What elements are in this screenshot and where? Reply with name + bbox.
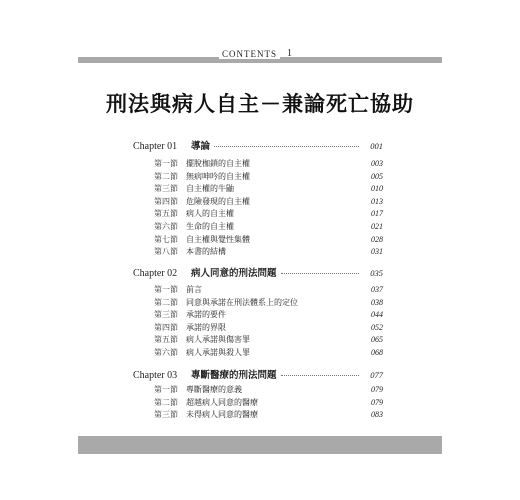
section-title: 生命的自主權 bbox=[186, 222, 234, 231]
section-page: 068 bbox=[371, 348, 383, 357]
section-number: 第七節 bbox=[154, 234, 178, 244]
section-page: 037 bbox=[371, 285, 383, 294]
section-title: 同意與承諾在刑法體系上的定位 bbox=[186, 297, 298, 307]
section-title: 病人承諾與傷害罪 bbox=[186, 335, 250, 345]
section-number: 第二節 bbox=[154, 297, 178, 307]
section-row[interactable] bbox=[154, 309, 383, 321]
section-row[interactable] bbox=[154, 397, 383, 409]
chapter-title: 導論 bbox=[191, 141, 211, 152]
chapter-page: 077 bbox=[370, 370, 383, 380]
section-title: 專斷醫療的意義 bbox=[186, 385, 242, 394]
section-number: 第六節 bbox=[154, 348, 178, 357]
section-title: 承諾的要件 bbox=[186, 310, 226, 320]
section-page: 079 bbox=[371, 397, 383, 407]
section-page: 005 bbox=[371, 171, 383, 181]
section-title: 前言 bbox=[186, 285, 202, 294]
chapter-row[interactable] bbox=[133, 138, 383, 154]
section-title: 超越病人同意的醫療 bbox=[186, 397, 258, 407]
section-number: 第一節 bbox=[154, 285, 178, 294]
section-title: 病人的自主權 bbox=[186, 209, 234, 219]
section-page: 044 bbox=[371, 310, 383, 320]
section-number: 第一節 bbox=[154, 385, 178, 394]
section-page: 017 bbox=[371, 209, 383, 219]
chapter-number: Chapter 02 bbox=[133, 268, 178, 279]
section-title: 自主權的牛鼬 bbox=[186, 184, 234, 194]
section-page: 013 bbox=[371, 196, 383, 206]
section-number: 第二節 bbox=[154, 171, 178, 181]
section-number: 第三節 bbox=[154, 410, 178, 420]
section-number: 第三節 bbox=[154, 310, 178, 320]
section-title: 病人承諾與殺人罪 bbox=[186, 348, 250, 357]
chapter-title: 病人同意的刑法問題 bbox=[191, 268, 277, 279]
chapter-page: 001 bbox=[370, 141, 383, 151]
section-number: 第四節 bbox=[154, 322, 178, 332]
section-number: 第二節 bbox=[154, 397, 178, 407]
section-row[interactable] bbox=[154, 409, 383, 421]
contents-label: CONTENTS bbox=[219, 49, 280, 59]
section-title: 無病呻吟的自主權 bbox=[186, 171, 250, 181]
section-row[interactable] bbox=[154, 284, 383, 296]
section-page: 079 bbox=[371, 385, 383, 394]
section-number: 第八節 bbox=[154, 247, 178, 257]
section-row[interactable] bbox=[154, 384, 383, 396]
section-page: 052 bbox=[371, 322, 383, 332]
chapter-number: Chapter 01 bbox=[133, 141, 178, 152]
section-number: 第五節 bbox=[154, 335, 178, 345]
chapter-number: Chapter 03 bbox=[133, 370, 178, 381]
section-title: 危險發現的自主權 bbox=[186, 196, 250, 206]
section-row[interactable] bbox=[154, 334, 383, 346]
section-row[interactable] bbox=[154, 158, 383, 170]
section-row[interactable] bbox=[154, 183, 383, 195]
section-row[interactable] bbox=[154, 347, 383, 359]
section-page: 038 bbox=[371, 297, 383, 307]
dot-leader bbox=[281, 375, 359, 376]
section-number: 第五節 bbox=[154, 209, 178, 219]
section-title: 本書的結構 bbox=[186, 247, 226, 257]
dot-leader bbox=[281, 273, 359, 274]
section-number: 第四節 bbox=[154, 196, 178, 206]
section-page: 031 bbox=[371, 247, 383, 257]
section-row[interactable] bbox=[154, 171, 383, 183]
section-page: 028 bbox=[371, 234, 383, 244]
page-number: 1 bbox=[287, 48, 292, 59]
section-title: 自主權與覺性集體 bbox=[186, 234, 250, 244]
section-row[interactable] bbox=[154, 221, 383, 233]
section-page: 003 bbox=[371, 159, 383, 168]
section-title: 擺脫枷鎖的自主權 bbox=[186, 159, 250, 168]
book-title: 刑法與病人自主－兼論死亡協助 bbox=[106, 91, 414, 116]
chapter-title: 專斷醫療的刑法問題 bbox=[191, 370, 277, 381]
section-page: 010 bbox=[371, 184, 383, 194]
chapter-row[interactable] bbox=[133, 265, 383, 281]
footer-bar bbox=[78, 436, 442, 454]
section-number: 第六節 bbox=[154, 222, 178, 231]
section-title: 未得病人同意的醫療 bbox=[186, 410, 258, 420]
chapter-row[interactable] bbox=[133, 367, 383, 383]
section-page: 083 bbox=[371, 410, 383, 420]
section-number: 第三節 bbox=[154, 184, 178, 194]
section-row[interactable] bbox=[154, 322, 383, 334]
section-row[interactable] bbox=[154, 297, 383, 309]
section-row[interactable] bbox=[154, 234, 383, 246]
section-page: 021 bbox=[371, 222, 383, 231]
chapter-page: 035 bbox=[370, 268, 383, 278]
section-page: 065 bbox=[371, 335, 383, 345]
section-row[interactable] bbox=[154, 246, 383, 258]
section-number: 第一節 bbox=[154, 159, 178, 168]
section-title: 承諾的界限 bbox=[186, 322, 226, 332]
dot-leader bbox=[214, 146, 359, 147]
section-row[interactable] bbox=[154, 196, 383, 208]
section-row[interactable] bbox=[154, 208, 383, 220]
